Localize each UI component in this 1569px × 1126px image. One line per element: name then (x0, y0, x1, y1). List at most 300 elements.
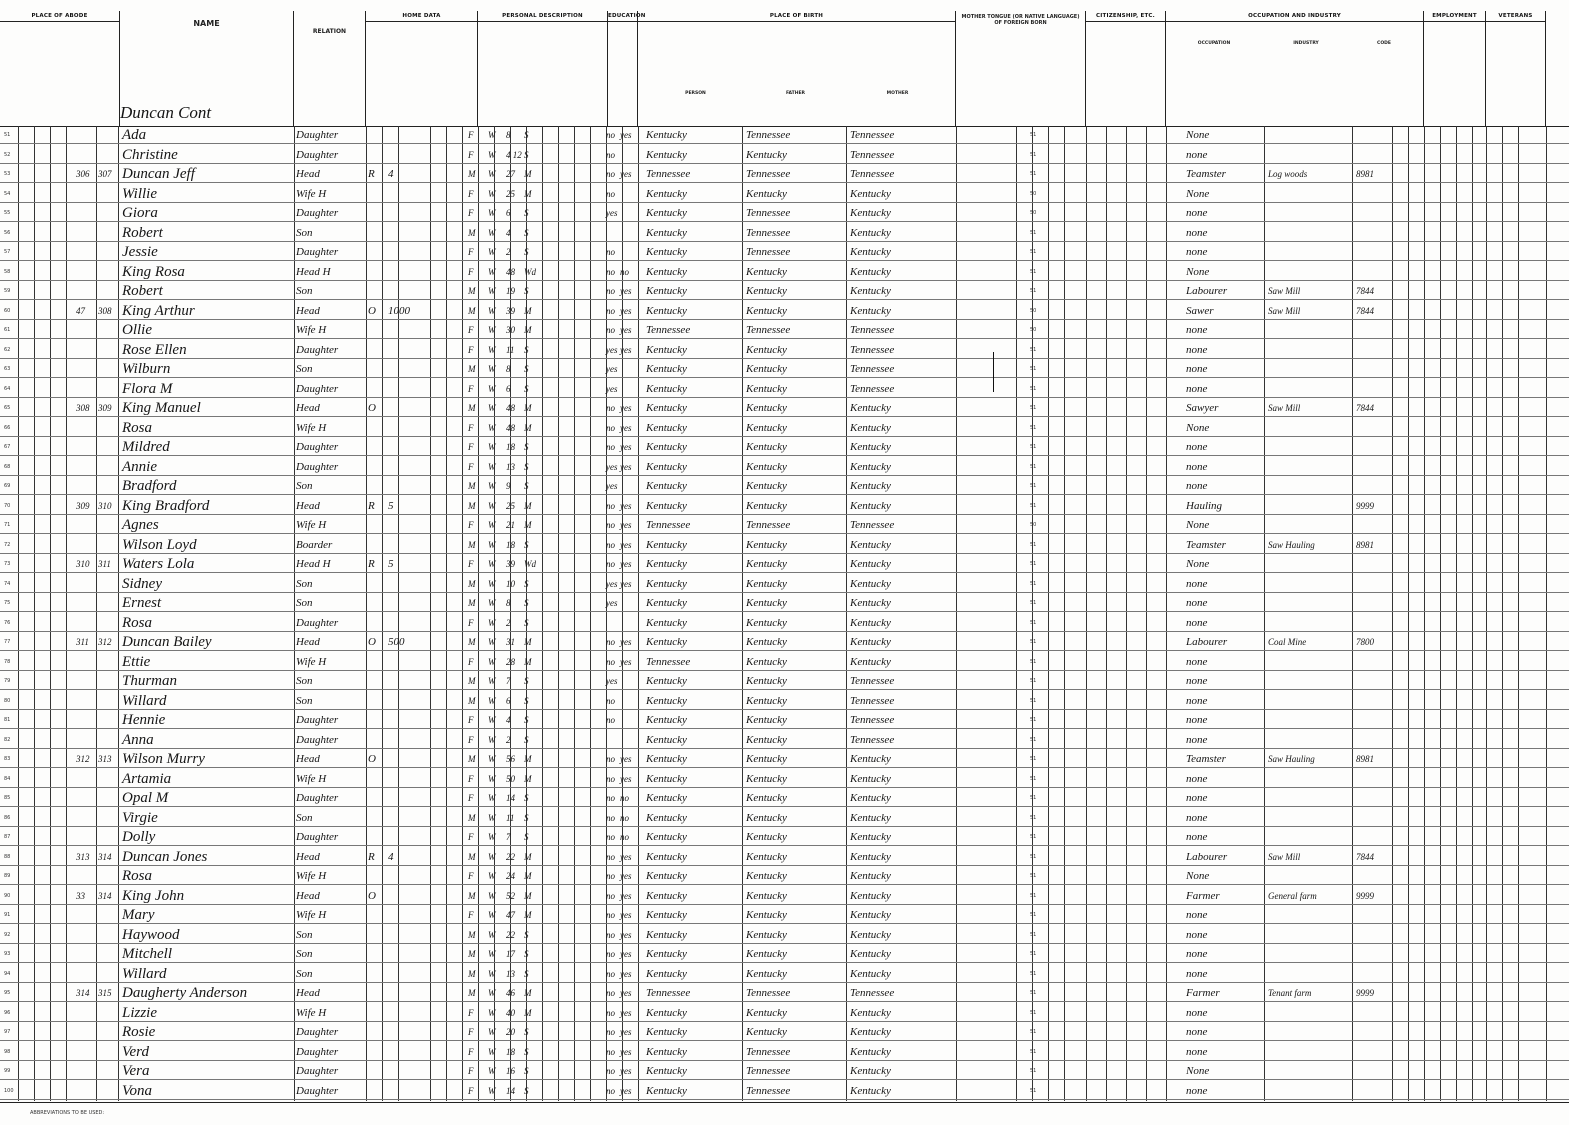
cell-fbp: Kentucky (746, 187, 787, 200)
cell-sex: M (468, 851, 476, 862)
cell-name: Dolly (122, 829, 156, 845)
cell-sch: no (606, 832, 615, 842)
cell-sch: yes (606, 364, 618, 374)
cell-sch: no (606, 520, 615, 530)
header-citizenship (1086, 11, 1166, 126)
cell-ms: M (524, 500, 532, 511)
cell-sex: F (468, 1027, 474, 1037)
cell-sch: no (606, 130, 615, 140)
cell-race: W (488, 1066, 496, 1076)
cell-mbp: Kentucky (850, 499, 891, 512)
cell-sex: F (468, 325, 474, 335)
cell-rel: Wife H (296, 772, 327, 785)
header-education-label: EDUCATION (608, 13, 637, 22)
cell-age: 2 (506, 734, 511, 745)
cell-home: O (368, 753, 376, 765)
cell-dw: 312 (76, 754, 90, 764)
cell-val: 500 (388, 636, 405, 648)
cell-name: Hennie (122, 712, 166, 728)
table-row (0, 828, 1569, 846)
cell-race: W (488, 481, 496, 491)
cell-name: Vera (122, 1063, 150, 1079)
cell-code: 51 (1030, 639, 1037, 645)
cell-mbp: Kentucky (850, 597, 891, 609)
cell-sex: F (468, 1085, 474, 1096)
cell-line: 96 (4, 1009, 11, 1016)
cell-name: Wilburn (122, 361, 171, 377)
cell-race: W (488, 851, 496, 862)
cell-occ: none (1186, 1026, 1208, 1038)
cell-sch: no (606, 1085, 615, 1096)
cell-bp: Kentucky (646, 831, 687, 843)
cell-mbp: Kentucky (850, 948, 891, 960)
cell-rel: Wife H (296, 655, 327, 668)
cell-ms: M (524, 890, 532, 901)
cell-code: 51 (1030, 249, 1037, 255)
cell-sch: no (606, 188, 615, 199)
cell-sch: no (606, 149, 615, 160)
table-row (0, 692, 1569, 710)
cell-sch: no (606, 637, 615, 647)
cell-ocode: 7844 (1356, 286, 1374, 296)
cell-ind: Saw Mill (1268, 305, 1301, 316)
cell-fbp: Kentucky (746, 538, 787, 551)
cell-code: 51 (1030, 600, 1037, 606)
header-relation (294, 11, 366, 126)
cell-ms: S (524, 793, 529, 803)
cell-occ: Sawyer (1186, 402, 1219, 414)
cell-line: 81 (4, 717, 11, 723)
cell-mbp: Kentucky (850, 850, 891, 863)
cell-line: 89 (4, 873, 11, 879)
cell-occ: Labourer (1186, 636, 1228, 648)
cell-occ: None (1186, 187, 1210, 200)
cell-bp: Tennessee (646, 324, 691, 336)
cell-fbp: Kentucky (746, 811, 787, 824)
cell-sex: M (468, 169, 476, 179)
cell-race: W (488, 656, 496, 667)
cell-name: Bradford (122, 478, 177, 494)
cell-occ: None (1186, 519, 1210, 531)
cell-read: yes (620, 305, 632, 316)
cell-ms: S (524, 149, 529, 160)
cell-fbp: Tennessee (746, 226, 791, 239)
cell-ms: S (524, 539, 529, 550)
cell-line: 90 (4, 892, 11, 899)
cell-race: W (488, 812, 496, 823)
cell-ms: S (524, 949, 529, 959)
cell-bp: Kentucky (646, 714, 687, 726)
cell-read: yes (620, 520, 632, 530)
cell-code: 51 (1030, 1009, 1037, 1016)
cell-occ: none (1186, 831, 1208, 843)
cell-read: no (620, 832, 629, 842)
cell-bp: Kentucky (646, 616, 687, 629)
cell-code: 51 (1030, 483, 1037, 489)
cell-name: Mitchell (122, 946, 172, 962)
cell-race: W (488, 910, 496, 920)
cell-sex: F (468, 266, 474, 277)
cell-line: 75 (4, 600, 11, 606)
cell-fbp: Kentucky (746, 597, 787, 609)
cell-ocode: 9999 (1356, 988, 1374, 998)
cell-read: yes (620, 773, 632, 784)
cell-occ: none (1186, 148, 1208, 161)
cell-sch: yes (606, 461, 618, 472)
cell-rel: Daughter (296, 1026, 339, 1038)
cell-name: Mary (122, 907, 155, 923)
table-row (0, 711, 1569, 729)
cell-bp: Kentucky (646, 1006, 687, 1019)
cell-race: W (488, 422, 496, 433)
cell-name: Robert (122, 283, 163, 299)
table-row (0, 243, 1569, 261)
cell-sch: no (606, 539, 615, 550)
cell-sch: no (606, 793, 615, 803)
cell-home: O (368, 304, 376, 317)
cell-mbp: Kentucky (850, 831, 891, 843)
cell-fbp: Kentucky (746, 772, 787, 785)
cell-code: 51 (1030, 736, 1037, 743)
cell-age: 10 (506, 578, 515, 589)
cell-name: Vona (122, 1082, 152, 1099)
cell-ind: Saw Hauling (1268, 539, 1315, 550)
cell-age: 40 (506, 1007, 515, 1018)
cell-name: Rosa (122, 419, 152, 436)
cell-code: 51 (1030, 619, 1037, 626)
cell-ms: M (524, 169, 532, 179)
cell-sch: no (606, 1046, 615, 1057)
cell-fam: 314 (98, 851, 112, 862)
cell-ms: M (524, 656, 532, 667)
cell-ms: M (524, 422, 532, 433)
table-row (0, 906, 1569, 924)
cell-code: 51 (1030, 678, 1037, 684)
cell-age: 27 (506, 169, 515, 179)
cell-age: 9 (506, 481, 511, 491)
table-row (0, 282, 1569, 300)
cell-fbp: Tennessee (746, 207, 791, 219)
continued-name: Duncan Cont (120, 103, 212, 122)
cell-name: King John (122, 887, 185, 904)
cell-sch: no (606, 851, 615, 862)
cell-occ: none (1186, 1045, 1208, 1058)
cell-age: 7 (506, 832, 511, 842)
cell-ms: S (524, 598, 529, 608)
table-row (0, 185, 1569, 203)
cell-code: 50 (1030, 307, 1037, 314)
cell-sex: F (468, 793, 474, 803)
table-row (0, 555, 1569, 573)
cell-code: 51 (1030, 171, 1037, 177)
cell-mbp: Tennessee (850, 129, 895, 141)
cell-home: R (368, 499, 375, 512)
cell-fbp: Kentucky (746, 480, 787, 492)
cell-rel: Son (296, 597, 313, 609)
cell-line: 76 (4, 619, 11, 626)
cell-read: yes (620, 344, 632, 355)
table-row (0, 789, 1569, 807)
cell-read: yes (620, 403, 632, 413)
cell-age: 48 (506, 266, 515, 277)
cell-name: Lizzie (122, 1004, 158, 1021)
cell-mbp: Tennessee (850, 324, 895, 336)
cell-line: 56 (4, 229, 11, 236)
table-row (0, 594, 1569, 612)
cell-rel: Son (296, 811, 313, 824)
cell-occ: None (1186, 1065, 1210, 1077)
cell-name: Thurman (122, 673, 178, 689)
header-birth-father: FATHER (785, 91, 806, 96)
cell-race: W (488, 929, 496, 940)
cell-val: 4 (388, 168, 394, 180)
cell-fbp: Kentucky (746, 304, 787, 317)
cell-ms: S (524, 832, 529, 842)
cell-line: 70 (4, 502, 11, 509)
cell-sch: no (606, 422, 615, 433)
cell-age: 24 (506, 871, 515, 881)
cell-age: 13 (506, 461, 515, 472)
cell-mbp: Kentucky (850, 558, 891, 570)
cell-val: 4 (388, 850, 394, 863)
cell-dw: 306 (76, 169, 90, 179)
cell-bp: Kentucky (646, 928, 687, 941)
cell-race: W (488, 559, 496, 569)
cell-occ: Teamster (1186, 168, 1226, 180)
cell-race: W (488, 208, 496, 218)
cell-race: W (488, 500, 496, 511)
cell-code: 51 (1030, 385, 1037, 392)
cell-occ: none (1186, 694, 1208, 707)
cell-line: 65 (4, 405, 11, 411)
cell-occ: none (1186, 577, 1208, 590)
top-instruction-strip (0, 0, 1569, 10)
table-row (0, 380, 1569, 398)
cell-sch: yes (606, 208, 618, 218)
cell-mbp: Kentucky (850, 909, 891, 921)
cell-ms: S (524, 1046, 529, 1057)
header-employment-label: EMPLOYMENT (1424, 13, 1485, 22)
cell-ms: M (524, 988, 532, 998)
cell-race: W (488, 1085, 496, 1096)
cell-code: 51 (1030, 834, 1037, 840)
cell-code: 51 (1030, 444, 1037, 450)
cell-code: 51 (1030, 366, 1037, 372)
cell-mbp: Tennessee (850, 148, 895, 161)
cell-occ: none (1186, 1084, 1208, 1097)
cell-fbp: Kentucky (746, 1006, 787, 1019)
cell-fbp: Tennessee (746, 519, 791, 531)
cell-line: 83 (4, 756, 11, 762)
cell-line: 87 (4, 834, 11, 840)
cell-sch: yes (606, 598, 618, 608)
cell-bp: Kentucky (646, 480, 687, 492)
cell-sex: F (468, 559, 474, 569)
cell-code: 51 (1030, 502, 1037, 509)
header-education (608, 11, 646, 126)
cell-code: 51 (1030, 1087, 1037, 1094)
cell-race: W (488, 520, 496, 530)
cell-race: W (488, 598, 496, 608)
cell-race: W (488, 773, 496, 784)
cell-code: 51 (1030, 970, 1037, 977)
cell-fbp: Tennessee (746, 1065, 791, 1077)
cell-dw: 313 (76, 851, 90, 862)
cell-line: 97 (4, 1029, 11, 1035)
cell-race: W (488, 734, 496, 745)
cell-mbp: Tennessee (850, 987, 895, 999)
cell-bp: Kentucky (646, 850, 687, 863)
cell-mbp: Kentucky (850, 1084, 891, 1097)
cell-sex: M (468, 227, 476, 238)
header-veterans-label: VETERANS (1486, 13, 1545, 22)
cell-age: 48 (506, 403, 515, 413)
cell-age: 6 (506, 695, 511, 706)
cell-ms: S (524, 1027, 529, 1037)
cell-dw: 33 (76, 890, 85, 901)
header-mother-tongue (956, 11, 1086, 126)
cell-name: Verd (122, 1043, 149, 1060)
cell-age: 18 (506, 539, 515, 550)
cell-age: 56 (506, 754, 515, 764)
cell-line: 77 (4, 639, 11, 645)
table-row (0, 1082, 1569, 1100)
cell-mbp: Kentucky (850, 538, 891, 551)
cell-age: 14 (506, 1085, 515, 1096)
cell-occ: None (1186, 421, 1210, 434)
cell-mbp: Kentucky (850, 304, 891, 317)
cell-read: yes (620, 1046, 632, 1057)
cell-ms: M (524, 910, 532, 920)
cell-fam: 309 (98, 403, 112, 413)
cell-ms: S (524, 715, 529, 725)
cell-occ: none (1186, 207, 1208, 219)
cell-line: 79 (4, 678, 11, 684)
cell-line: 62 (4, 346, 11, 353)
cell-ms: S (524, 968, 529, 979)
cell-code: 51 (1030, 697, 1037, 704)
cell-read: yes (620, 968, 632, 979)
cell-code: 51 (1030, 405, 1037, 411)
cell-ocode: 7844 (1356, 403, 1374, 413)
cell-rel: Head (296, 304, 320, 317)
cell-age: 48 (506, 422, 515, 433)
cell-ms: S (524, 364, 529, 374)
cell-fam: 312 (98, 637, 112, 647)
cell-ind: Coal Mine (1268, 637, 1307, 647)
cell-ms: S (524, 461, 529, 472)
cell-sex: F (468, 773, 474, 784)
cell-age: 8 (506, 130, 511, 140)
cell-bp: Kentucky (646, 187, 687, 200)
cell-mbp: Kentucky (850, 655, 891, 668)
cell-name: Annie (122, 458, 157, 475)
cell-ms: Wd (524, 266, 536, 277)
cell-race: W (488, 266, 496, 277)
cell-code: 51 (1030, 756, 1037, 762)
cell-sex: F (468, 910, 474, 920)
cell-name: Robert (122, 224, 163, 241)
cell-sex: M (468, 403, 476, 413)
cell-fbp: Kentucky (746, 655, 787, 668)
cell-fam: 307 (98, 169, 112, 179)
cell-occ: none (1186, 246, 1208, 258)
cell-name: King Bradford (122, 497, 210, 514)
cell-bp: Kentucky (646, 441, 687, 453)
cell-mbp: Tennessee (850, 168, 895, 180)
cell-occ: Farmer (1186, 889, 1220, 902)
header-name-label: NAME (193, 19, 220, 28)
cell-bp: Kentucky (646, 421, 687, 434)
cell-line: 51 (4, 132, 11, 138)
cell-mbp: Kentucky (850, 402, 891, 414)
cell-fbp: Kentucky (746, 1026, 787, 1038)
cell-read: yes (620, 754, 632, 764)
cell-rel: Head (296, 753, 320, 765)
cell-read: yes (620, 1027, 632, 1037)
cell-mbp: Kentucky (850, 792, 891, 804)
cell-fbp: Tennessee (746, 1045, 791, 1058)
cell-sch: yes (606, 676, 618, 686)
cell-code: 51 (1030, 463, 1037, 470)
cell-read: yes (620, 1085, 632, 1096)
cell-home: O (368, 636, 376, 648)
cell-age: 2 (506, 247, 511, 257)
cell-fbp: Kentucky (746, 792, 787, 804)
cell-mbp: Kentucky (850, 1065, 891, 1077)
cell-ocode: 8981 (1356, 539, 1374, 550)
cell-ocode: 9999 (1356, 500, 1374, 511)
cell-ms: M (524, 403, 532, 413)
cell-mbp: Kentucky (850, 207, 891, 219)
cell-name: Giora (122, 205, 158, 221)
table-row (0, 965, 1569, 983)
cell-ms: S (524, 247, 529, 257)
cell-fbp: Kentucky (746, 928, 787, 941)
cell-fam: 311 (98, 559, 111, 569)
cell-ms: M (524, 637, 532, 647)
cell-ind: Saw Mill (1268, 851, 1301, 862)
cell-code: 51 (1030, 717, 1037, 723)
cell-fbp: Kentucky (746, 402, 787, 414)
cell-race: W (488, 169, 496, 179)
cell-bp: Tennessee (646, 655, 691, 668)
cell-code: 51 (1030, 346, 1037, 353)
cell-read: yes (620, 1007, 632, 1018)
cell-mbp: Kentucky (850, 460, 891, 473)
header-occupation-label: OCCUPATION AND INDUSTRY (1166, 13, 1423, 22)
cell-sch: yes (606, 578, 618, 589)
cell-name: Duncan Jones (122, 848, 208, 865)
cell-bp: Kentucky (646, 909, 687, 921)
cell-bp: Kentucky (646, 1065, 687, 1077)
cell-bp: Kentucky (646, 285, 687, 297)
cell-bp: Kentucky (646, 207, 687, 219)
cell-line: 85 (4, 795, 11, 801)
cell-age: 18 (506, 442, 515, 452)
cell-race: W (488, 832, 496, 842)
census-rows (0, 126, 1569, 1101)
cell-sex: F (468, 344, 474, 355)
table-row (0, 614, 1569, 632)
cell-race: W (488, 383, 496, 394)
cell-code: 51 (1030, 853, 1037, 860)
cell-bp: Kentucky (646, 129, 687, 141)
cell-rel: Daughter (296, 616, 339, 629)
table-row (0, 341, 1569, 359)
cell-fbp: Kentucky (746, 753, 787, 765)
cell-bp: Kentucky (646, 382, 687, 395)
